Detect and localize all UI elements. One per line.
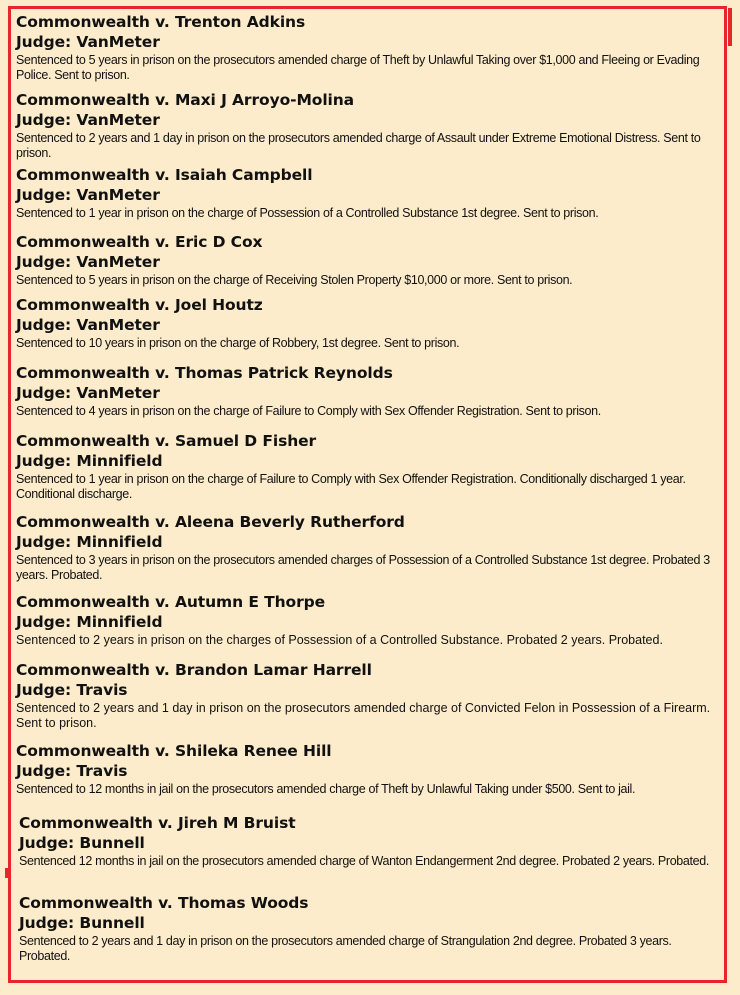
- case-sentence: Sentenced to 2 years and 1 day in prison on the prosecutors amended charge of Strangulation 2nd degree. Probated 3 years. Probated.: [19, 934, 672, 963]
- case-entry: [16, 592, 716, 660]
- case-title: Commonwealth v. Eric D Cox: [16, 233, 263, 251]
- case-sentence: Sentenced to 12 months in jail on the prosecutors amended charge of Theft by Unlawful Taking under $500. Sent to jail.: [16, 782, 636, 796]
- case-sentence: Sentenced to 2 years and 1 day in prison on the prosecutors amended charge of Convicted Felon in Possession of a Firearm. Sent to prison.: [16, 701, 711, 730]
- case-judge: Judge: VanMeter: [16, 253, 160, 271]
- case-entry: [16, 813, 716, 893]
- case-title: Commonwealth v. Aleena Beverly Rutherford: [16, 513, 405, 531]
- case-sentence: Sentenced 12 months in jail on the prosecutors amended charge of Wanton Endangerment 2nd degree. Probated 2 years. Probated.: [19, 854, 709, 868]
- case-judge: Judge: Minnifield: [16, 533, 163, 551]
- case-title: Commonwealth v. Brandon Lamar Harrell: [16, 661, 372, 679]
- case-entry: [16, 660, 716, 741]
- case-judge: Judge: VanMeter: [16, 384, 160, 402]
- case-sentence: Sentenced to 4 years in prison on the charge of Failure to Comply with Sex Offender Registration. Sent to prison.: [16, 404, 601, 418]
- case-entry: [16, 165, 716, 232]
- case-judge: Judge: Bunnell: [19, 834, 145, 852]
- case-sentence: Sentenced to 10 years in prison on the charge of Robbery, 1st degree. Sent to prison.: [16, 336, 460, 350]
- case-title: Commonwealth v. Jireh M Bruist: [19, 814, 296, 832]
- case-title: Commonwealth v. Maxi J Arroyo-Molina: [16, 91, 355, 109]
- case-sentence: Sentenced to 5 years in prison on the prosecutors amended charge of Theft by Unlawful Taking over $1,000 and Fleeing or Evading Police. Sent to prison.: [16, 53, 700, 82]
- case-judge: Judge: VanMeter: [16, 33, 160, 51]
- case-sentence: Sentenced to 3 years in prison on the prosecutors amended charges of Possession of a Controlled Substance 1st degree. Probated 3 years. Probated.: [16, 553, 710, 582]
- border-notch: [5, 868, 9, 878]
- case-judge: Judge: Minnifield: [16, 452, 163, 470]
- case-sentence: Sentenced to 2 years and 1 day in prison on the prosecutors amended charge of Assault under Extreme Emotional Distress. Sent to prison.: [16, 131, 701, 160]
- case-title: Commonwealth v. Thomas Patrick Reynolds: [16, 364, 393, 382]
- case-entry: [16, 12, 716, 90]
- case-sentence: Sentenced to 1 year in prison on the charge of Possession of a Controlled Substance 1st degree. Sent to prison.: [16, 206, 599, 220]
- case-entry: [16, 893, 716, 964]
- border-notch: [728, 8, 732, 46]
- case-title: Commonwealth v. Samuel D Fisher: [16, 432, 317, 450]
- case-sentence: Sentenced to 1 year in prison on the charge of Failure to Comply with Sex Offender Registration. Conditionally discharged 1 year. Conditional discharge.: [16, 472, 686, 501]
- case-judge: Judge: VanMeter: [16, 186, 160, 204]
- case-list: [16, 12, 716, 964]
- case-entry: [16, 363, 716, 431]
- case-title: Commonwealth v. Isaiah Campbell: [16, 166, 313, 184]
- case-judge: Judge: Minnifield: [16, 613, 163, 631]
- case-title: Commonwealth v. Thomas Woods: [19, 894, 309, 912]
- case-judge: Judge: VanMeter: [16, 111, 160, 129]
- case-judge: Judge: VanMeter: [16, 316, 160, 334]
- case-judge: Judge: Travis: [16, 762, 128, 780]
- case-entry: [16, 295, 716, 363]
- case-entry: [16, 431, 716, 512]
- case-title: Commonwealth v. Trenton Adkins: [16, 13, 306, 31]
- case-entry: [16, 232, 716, 295]
- case-judge: Judge: Bunnell: [19, 914, 145, 932]
- case-title: Commonwealth v. Joel Houtz: [16, 296, 263, 314]
- case-title: Commonwealth v. Autumn E Thorpe: [16, 593, 326, 611]
- case-sentence: Sentenced to 2 years in prison on the charges of Possession of a Controlled Substance. Probated 2 years. Probated.: [16, 633, 663, 647]
- case-entry: [16, 741, 716, 813]
- case-sentence: Sentenced to 5 years in prison on the charge of Receiving Stolen Property $10,000 or more. Sent to prison.: [16, 273, 573, 287]
- case-title: Commonwealth v. Shileka Renee Hill: [16, 742, 332, 760]
- case-entry: [16, 90, 716, 165]
- case-entry: [16, 512, 716, 592]
- case-judge: Judge: Travis: [16, 681, 128, 699]
